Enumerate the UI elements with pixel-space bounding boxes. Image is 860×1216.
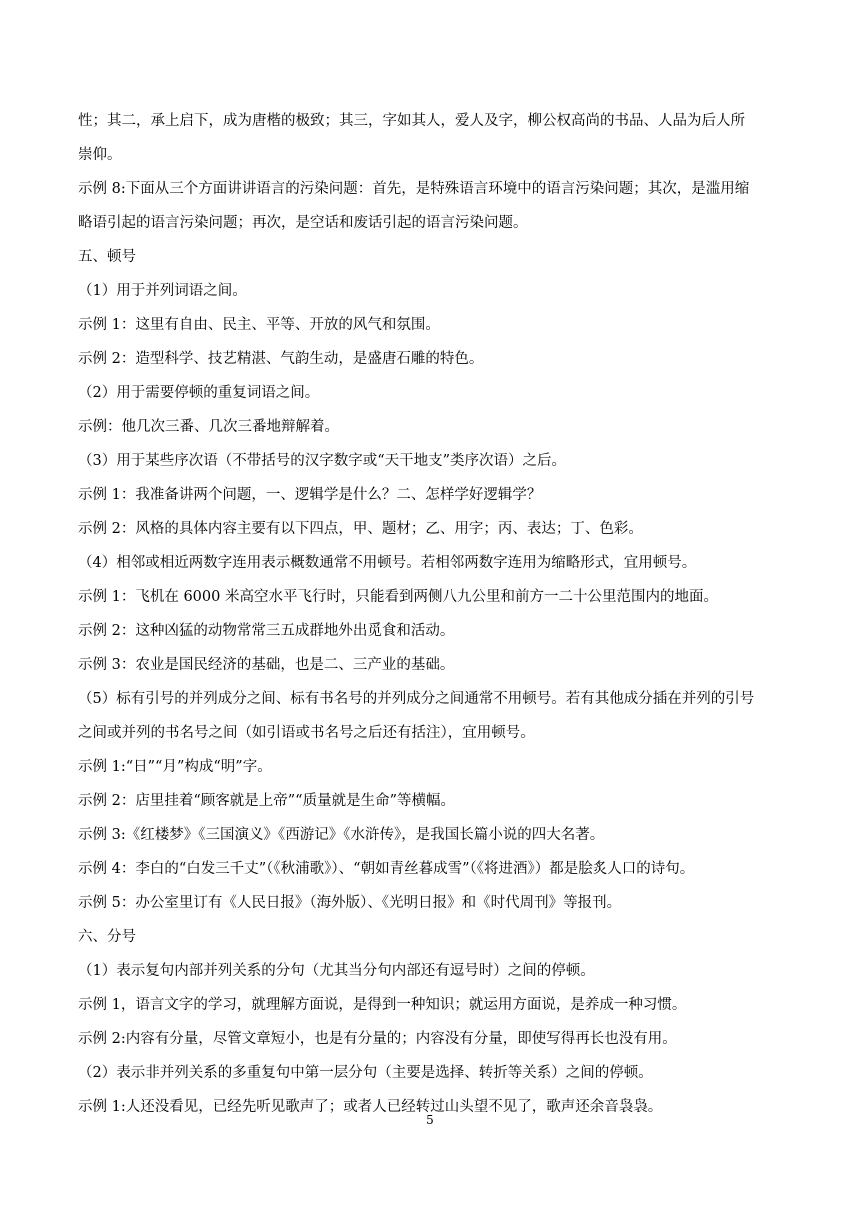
- text-line: 示例 2：风格的具体内容主要有以下四点，甲、题材；乙、用字；丙、表达；丁、色彩。: [78, 521, 643, 537]
- text-line: 示例 1：飞机在 6000 米高空水平飞行时，只能看到两侧八九公里和前方一二十公里范围内的地面。: [78, 589, 718, 605]
- text-line: 示例 2：造型科学、技艺精湛、气韵生动，是盛唐石雕的特色。: [78, 351, 484, 367]
- text-line: 示例 1：我准备讲两个问题，一、逻辑学是什么？二、怎样学好逻辑学？: [78, 487, 542, 503]
- text-line: （3）用于某些序次语（不带括号的汉字数字或“天干地支”类序次语）之后。: [78, 453, 567, 469]
- text-line: 崇仰。: [78, 147, 122, 163]
- text-line: 示例 2:内容有分量，尽管文章短小，也是有分量的；内容没有分量，即使写得再长也没有用。: [78, 1031, 677, 1047]
- page-number: 5: [426, 1113, 434, 1127]
- text-line: （4）相邻或相近两数字连用表示概数通常不用顿号。若相邻两数字连用为缩略形式，宜用顿号。: [78, 555, 697, 571]
- text-line: 示例 1:人还没看见，已经先听见歌声了；或者人已经转过山头望不见了，歌声还余音袅袅。: [78, 1099, 663, 1115]
- text-line: 示例 2：这种凶猛的动物常常三五成群地外出觅食和活动。: [78, 623, 455, 639]
- text-line: 示例 3：农业是国民经济的基础，也是二、三产业的基础。: [78, 657, 455, 673]
- text-line: 示例：他几次三番、几次三番地辩解着。: [78, 419, 339, 435]
- text-line: （1）表示复句内部并列关系的分句（尤其当分句内部还有逗号时）之间的停顿。: [78, 963, 595, 979]
- text-line: 示例 4：李白的“白发三千丈”（《秋浦歌》）、“朝如青丝暮成雪”（《将进酒》）都是脍炙人口的诗句。: [78, 861, 695, 877]
- text-line: 示例 1:“日”“月”构成“明”字。: [78, 759, 272, 775]
- text-line: 示例 2：店里挂着“顾客就是上帝”“质量就是生命”等横幅。: [78, 793, 455, 809]
- text-line: （5）标有引号的并列成分之间、标有书名号的并列成分之间通常不用顿号。若有其他成分插在并列的引号: [78, 691, 755, 707]
- text-line: 六、分号: [78, 929, 136, 945]
- text-line: 性；其二，承上启下，成为唐楷的极致；其三，字如其人，爱人及字，柳公权高尚的书品、人品为后人所: [78, 113, 745, 129]
- text-line: 示例 1，语言文字的学习，就理解方面说，是得到一种知识；就运用方面说，是养成一种习惯。: [78, 997, 687, 1013]
- text-line: 略语引起的语言污染问题；再次，是空话和废话引起的语言污染问题。: [78, 215, 528, 231]
- text-line: （1）用于并列词语之间。: [78, 283, 247, 299]
- text-line: 示例 5：办公室里订有《人民日报》（海外版）、《光明日报》和《时代周刊》等报刊。: [78, 895, 622, 911]
- text-line: （2）表示非并列关系的多重复句中第一层分句（主要是选择、转折等关系）之间的停顿。: [78, 1065, 653, 1081]
- text-line: 示例 3:《红楼梦》《三国演义》《西游记》《水浒传》，是我国长篇小说的四大名著。: [78, 827, 605, 843]
- text-line: 五、顿号: [78, 249, 136, 265]
- text-line: 示例 8:下面从三个方面讲讲语言的污染问题：首先，是特殊语言环境中的语言污染问题；其次，是滥用缩: [78, 181, 750, 197]
- text-line: （2）用于需要停顿的重复词语之间。: [78, 385, 320, 401]
- text-line: 之间或并列的书名号之间（如引语或书名号之后还有括注），宜用顿号。: [78, 725, 535, 741]
- text-line: 示例 1：这里有自由、民主、平等、开放的风气和氛围。: [78, 317, 440, 333]
- document-body: [78, 104, 784, 1124]
